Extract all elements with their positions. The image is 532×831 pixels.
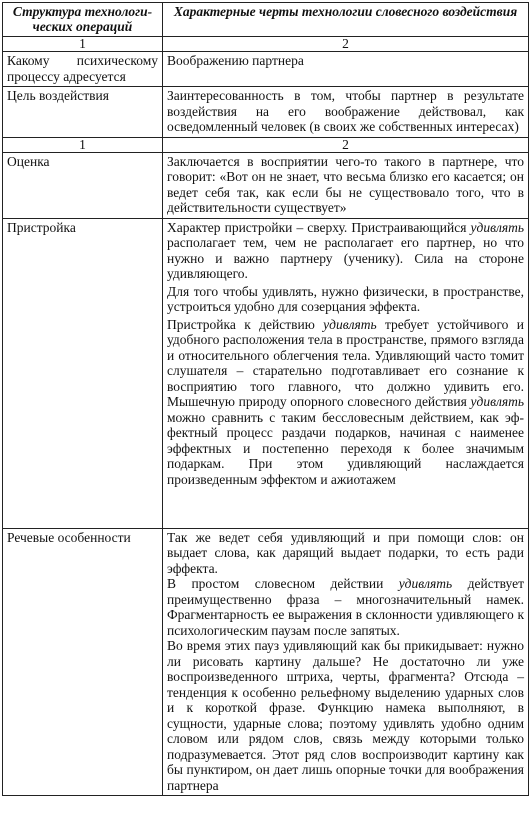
- row-speech: [3, 528, 529, 796]
- col-number-2: 2: [163, 37, 529, 52]
- row-text-assessment: Заключается в восприятии чего-то такого в партнере, что говорит: «Вот он не знает, что весьма близко его касается; он ведет себя так, как если бы не существовало того, что в действительности существует»: [163, 152, 529, 218]
- adjustment-paragraph-3: Пристройка к действию удивлять требует устойчивого и удобного расположения тела в пространстве, прямого взгляда и относительного облегчения тела. Удивляющий часто томит слушателя – старательно подготавливает его сознание к восприятию того главного, что должно удивить его. Мышечную природу опорного словесного действия удивлять можно сравнить с таким бессловесным действием, как эффектный процесс раздачи подарков, начиная с наименее эффектных и постепенно переходя к более значимым подаркам. При этом удивляющий наслаждается произведенным эффектом и ажиотажем: [167, 316, 524, 487]
- col-number-1-repeat: 1: [3, 137, 163, 152]
- number-row: [3, 37, 529, 52]
- row-address: [3, 52, 529, 87]
- row-label-goal: Цель воздействия: [3, 87, 163, 138]
- row-text-adjustment: [163, 218, 529, 528]
- technology-table: [2, 2, 529, 796]
- adjustment-paragraph-1: Характер пристройки – сверху. Пристраивающийся удивлять располагает тем, чем не располагает его партнер, но что нужно и важно партнеру (ученику). Сила на стороне удивляющего.: [167, 219, 524, 281]
- row-label-assessment: Оценка: [3, 152, 163, 218]
- row-adjustment: [3, 218, 529, 528]
- row-text-goal: Заинтересованность в том, чтобы партнер в результате воздействия на его воображение действовал, как осведомленный человек (в своих же собственных интересах): [163, 87, 529, 138]
- row-goal: [3, 87, 529, 138]
- row-text-address: Воображению партнера: [163, 52, 529, 87]
- speech-paragraph-1: Так же ведет себя удивляющий и при помощи слов: он выдает слова, как дарящий выдает подарки, то есть ради эффекта.: [167, 529, 524, 576]
- col-number-2-repeat: 2: [163, 137, 529, 152]
- speech-paragraph-2: В простом словесном действии удивлять действует преимущественно фраза – многозначительный намек. Фрагментарность ее выражения в склонности удивляющего к психологическим паузам после запятых.: [167, 576, 524, 638]
- row-text-speech: [163, 528, 529, 796]
- col-number-1: 1: [3, 37, 163, 52]
- adjustment-paragraph-2: Для того чтобы удивлять, нужно физически, в пространстве, устроиться удобно для созерцания эффекта.: [167, 283, 524, 314]
- row-assessment: [3, 152, 529, 218]
- header-col-features: Характерные черты технологии словесного воздействия: [163, 3, 529, 37]
- number-row-repeat: [3, 137, 529, 152]
- header-col-structure: Структура технологических операций: [3, 3, 163, 37]
- row-label-speech: Речевые особенности: [3, 528, 163, 796]
- row-label-adjustment: Пристройка: [3, 218, 163, 528]
- row-label-address: Какому психическому процессу адресуется: [3, 52, 163, 87]
- document-page: [2, 2, 529, 796]
- speech-paragraph-3: Во время этих пауз удивляющий как бы прикидывает: нужно ли рисовать картину дальше? Не достаточно ли уже воспроизведенного штриха, черты, фрагмента? Отсюда – тенденция к особенно рельефному выделению ударных слов и к короткой фразе. Функцию намека выполняют, в сущности, ударные слова; поэтому удивлять удобно одним словом или рядом слов, связь между которыми только подразумевается. Этот ряд слов воспроизводит картину как бы пунктиром, он дает лишь опорные точки для воображения партнера: [167, 638, 524, 793]
- header-row: [3, 3, 529, 37]
